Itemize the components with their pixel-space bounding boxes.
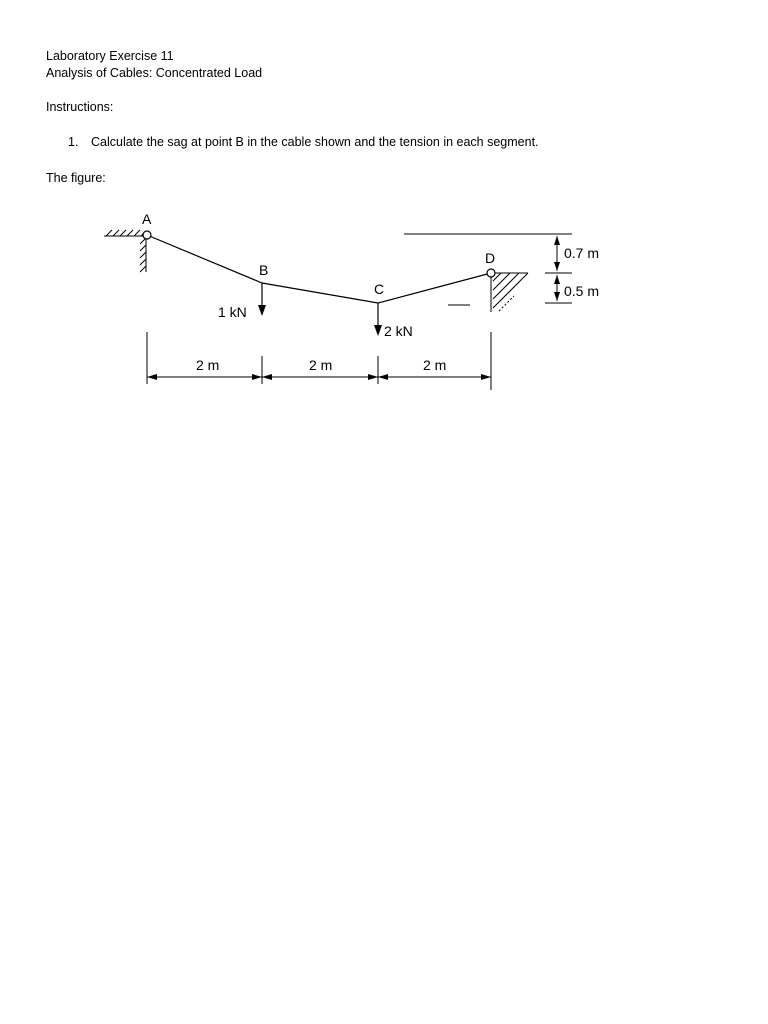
document-subtitle: Analysis of Cables: Concentrated Load (46, 66, 263, 80)
load-b-label: 1 kN (218, 304, 247, 320)
instruction-text: Calculate the sag at point B in the cable shown and the tension in each segment. (91, 135, 539, 149)
cable-figure (0, 0, 768, 420)
cable (147, 235, 491, 303)
height-dimension (554, 236, 560, 301)
pin-a-icon (143, 231, 151, 239)
height-upper-label: 0.7 m (564, 245, 600, 261)
load-arrow-b (258, 283, 266, 316)
support-a-hatch (104, 230, 146, 272)
load-arrow-c (374, 303, 382, 336)
point-d-label: D (485, 250, 496, 266)
document-title: Laboratory Exercise 11 (46, 49, 174, 63)
point-c-label: C (374, 281, 385, 297)
support-d-hatch (448, 273, 528, 312)
span-3-label: 2 m (423, 357, 447, 373)
point-a-label: A (142, 211, 152, 227)
pin-d-icon (487, 269, 495, 277)
span-2-label: 2 m (309, 357, 333, 373)
figure-heading: The figure: (46, 171, 106, 185)
height-lower-label: 0.5 m (564, 283, 600, 299)
point-b-label: B (259, 262, 269, 278)
load-c-label: 2 kN (384, 323, 413, 339)
instructions-heading: Instructions: (46, 100, 114, 114)
instruction-number: 1. (68, 135, 79, 149)
span-1-label: 2 m (196, 357, 220, 373)
